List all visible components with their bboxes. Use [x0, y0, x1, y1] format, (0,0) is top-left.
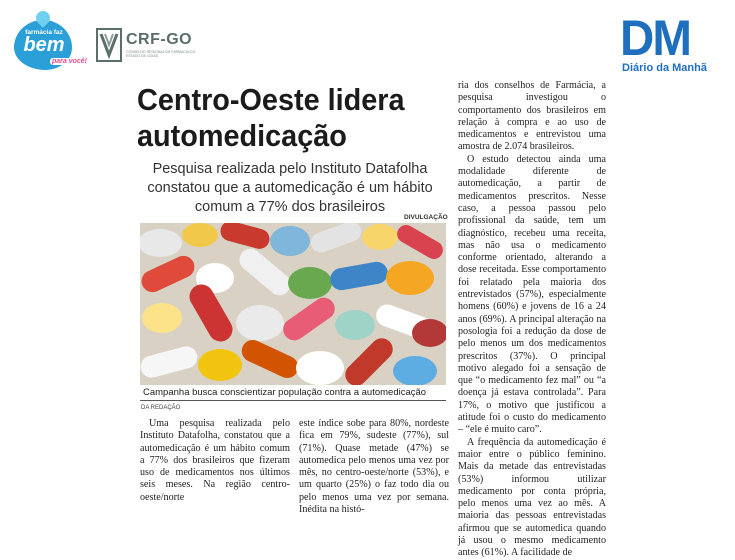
divider [140, 400, 446, 401]
article-byline: DA REDAÇÃO [141, 405, 181, 411]
photo-caption: Campanha busca conscientizar população contra a automedicação [143, 387, 427, 398]
article-column-3 [458, 80, 606, 560]
pills-photo [140, 223, 446, 385]
article-column-1 [140, 418, 290, 504]
farmacia-logo-tagline: para você! [52, 58, 88, 65]
article-headline: Centro-Oeste lidera automedicação [137, 82, 405, 153]
column-2-text: este índice sobe para 80%, nordeste fica em 79%, sudeste (77%), sul (71%). Quase metade (47%) se automedica pelo menos uma vez por mês, no centro-oeste/norte (53%), e um quarto (25%) o faz todo dia ou pelo menos uma vez por semana. Inédita na histó- [299, 418, 449, 516]
crf-go-emblem-icon [96, 28, 122, 62]
photo-credit: DIVULGAÇÃO [404, 214, 448, 221]
crf-go-logo-subtitle: CONSELHO REGIONAL DE FARMÁCIA DO ESTADO DE GOIÁS [126, 50, 196, 58]
article-deck: Pesquisa realizada pelo Instituto Datafolha constatou que a automedicação é um hábito comum a 77% dos brasileiros [147, 161, 433, 215]
diario-da-manha-name: Diário da Manhã [622, 62, 707, 74]
crf-go-logo-text: CRF-GO [126, 31, 193, 48]
farmacia-logo-main-text: bem [23, 34, 65, 56]
article-column-2 [299, 418, 449, 516]
column-3-paragraph-2: O estudo detectou ainda uma modalidade diferente de automedicação, a partir de medicamentos prescritos. Nesse caso, a pessoa passou pelo profissional da saúde, tem um diagnóstico, recebeu uma receita, mas não usa o medicamento conforme orientado, alterando a dose receitada. Esse comportamento foi relatado pela maioria dos entrevistados (57%), especialmente homens (60%) e jovens de 16 a 24 anos (69%). A principal alteração na posologia foi a redução da dose de pelo menos um dos medicamentos prescritos (37%). O principal motivo alegado foi a sensação de que “o medicamento fez mal” ou “a doença já estava controlada”. Para 17%, o motivo que justificou a atitude foi o custo do medicamento – “ele é muito caro”. [458, 153, 606, 436]
column-1-text: Uma pesquisa realizada pelo Instituto Datafolha, constatou que a automedicação é um hábito comum a 77% dos brasileiros que fizeram uso de medicamentos nos últimos seis meses. Na região centro-oeste/norte [140, 418, 290, 503]
diario-da-manha-logo: DM [620, 10, 691, 66]
column-3-paragraph-1: ria dos conselhos de Farmácia, a pesquisa investigou o comportamento dos brasileiros em relação à compra e ao uso de medicamentos e entrevistou uma amostra de 2.074 brasileiros. [458, 80, 606, 153]
farmacia-logo-top-text: farmácia faz [25, 29, 63, 36]
column-3-paragraph-3: A frequência da automedicação é maior entre o público feminino. Mais da metade das entrevistadas (53%) informou utilizar medicamento por conta própria, pelo menos uma vez ao mês. A maioria das pessoas entrevistadas afirmou que se automedica quando já usou o mesmo medicamento antes (61%). A facilidade de [458, 436, 606, 559]
